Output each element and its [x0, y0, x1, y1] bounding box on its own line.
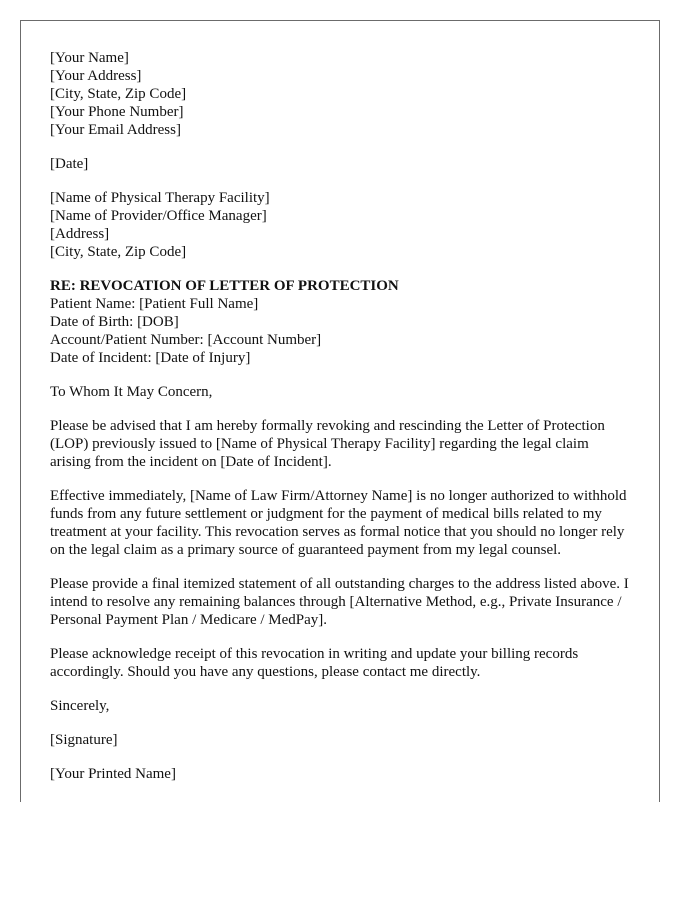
signature-block — [50, 731, 630, 749]
letter-content — [50, 49, 630, 799]
salutation-block — [50, 383, 630, 401]
signature: [Signature] — [50, 732, 118, 748]
closing: Sincerely, — [50, 698, 110, 714]
printed-name: [Your Printed Name] — [50, 766, 176, 782]
patient-name-line: Patient Name: [Patient Full Name] — [50, 296, 259, 312]
sender-name: [Your Name] — [50, 50, 129, 66]
incident-line: Date of Incident: [Date of Injury] — [50, 350, 251, 366]
body-paragraph-1: Please be advised that I am hereby formally revoking and rescinding the Letter of Protection (LOP) previously issued to [Name of Physical Therapy Facility] regarding the legal claim arising from the incident on [Date of Incident]. — [50, 418, 605, 470]
sender-email: [Your Email Address] — [50, 122, 181, 138]
recipient-provider: [Name of Provider/Office Manager] — [50, 208, 267, 224]
body-paragraph-2: Effective immediately, [Name of Law Firm/Attorney Name] is no longer authorized to withhold funds from any future settlement or judgment for the payment of medical bills related to my treatment at your facility. This revocation serves as formal notice that you should no longer rely on the legal claim as a primary source of guaranteed payment from my legal counsel. — [50, 488, 627, 558]
recipient-city-state-zip: [City, State, Zip Code] — [50, 244, 187, 260]
account-line: Account/Patient Number: [Account Number] — [50, 332, 322, 348]
letter-date: [Date] — [50, 156, 89, 172]
letter-page — [20, 20, 660, 802]
sender-phone: [Your Phone Number] — [50, 104, 184, 120]
recipient-address: [Address] — [50, 226, 110, 242]
printed-name-block — [50, 765, 630, 783]
body-paragraph-4: Please acknowledge receipt of this revocation in writing and update your billing records accordingly. Should you have any questions, please contact me directly. — [50, 646, 579, 680]
re-line: RE: REVOCATION OF LETTER OF PROTECTION — [50, 278, 399, 294]
sender-block — [50, 49, 630, 139]
dob-line: Date of Birth: [DOB] — [50, 314, 179, 330]
sender-city-state-zip: [City, State, Zip Code] — [50, 86, 187, 102]
salutation: To Whom It May Concern, — [50, 384, 213, 400]
body-paragraph-3: Please provide a final itemized statement of all outstanding charges to the address listed above. I intend to resolve any remaining balances through [Alternative Method, e.g., Private Insurance / Personal Payment Plan / Medicare / MedPay]. — [50, 576, 629, 628]
sender-address: [Your Address] — [50, 68, 142, 84]
date-block — [50, 155, 630, 173]
recipient-facility: [Name of Physical Therapy Facility] — [50, 190, 270, 206]
recipient-block — [50, 189, 630, 261]
subject-block — [50, 277, 630, 367]
closing-block — [50, 697, 630, 715]
